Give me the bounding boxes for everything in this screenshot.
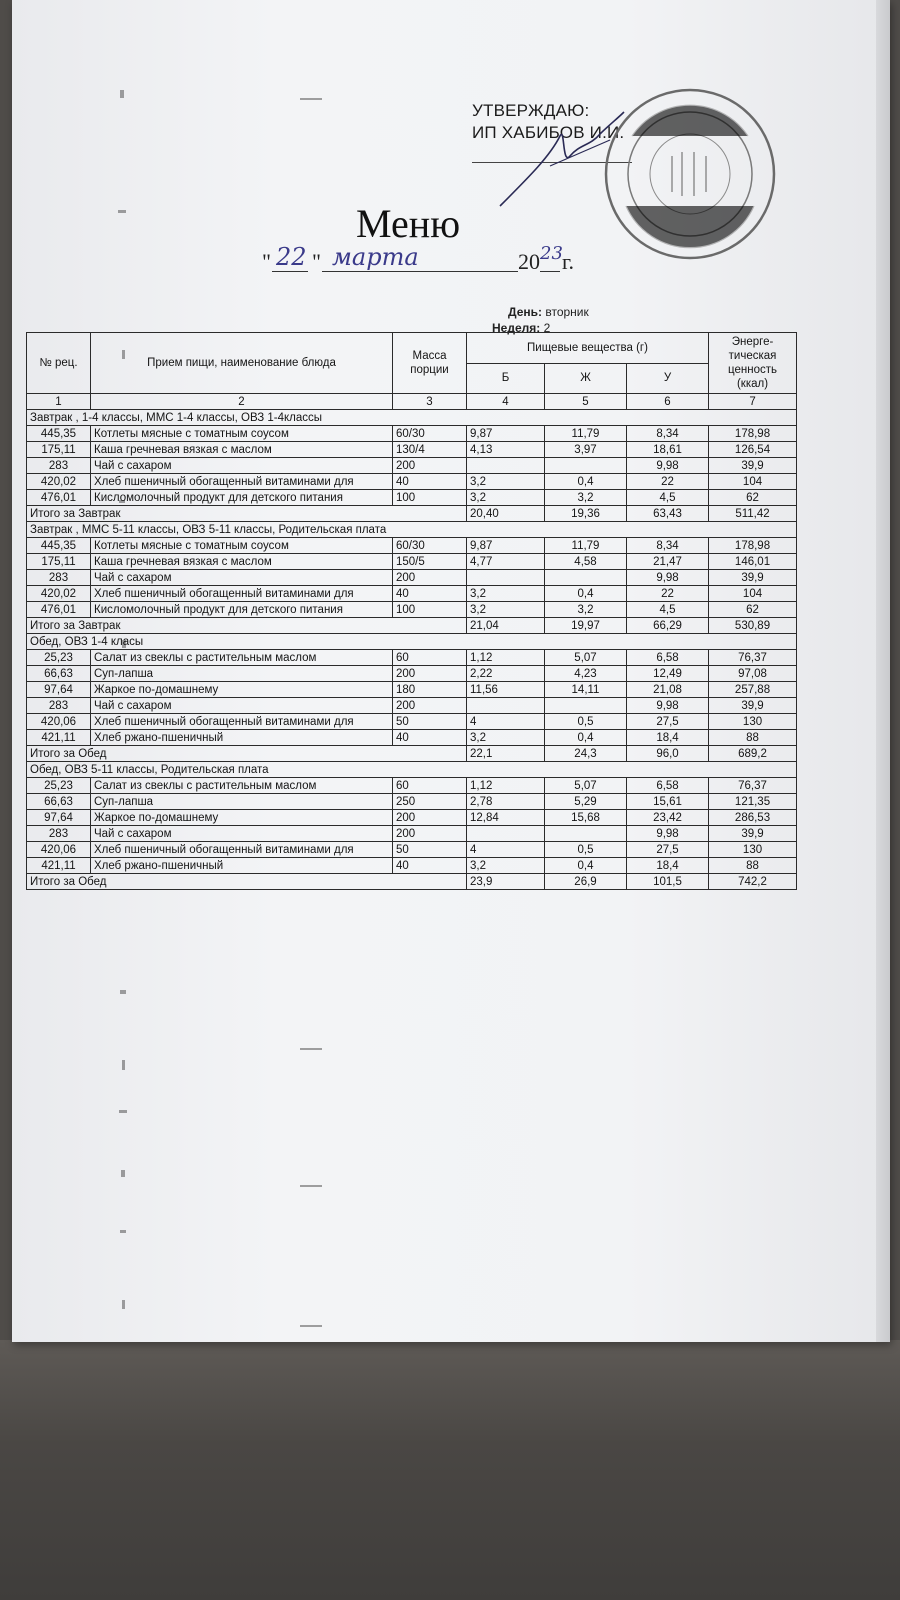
fat-value: 0,4	[545, 586, 627, 602]
dish-name: Хлеб пшеничный обогащенный витаминами для	[91, 474, 393, 490]
table-row	[27, 858, 797, 874]
protein-value: 3,2	[467, 730, 545, 746]
fat-value: 0,4	[545, 730, 627, 746]
protein-value: 4,13	[467, 442, 545, 458]
total-carb: 66,29	[627, 618, 709, 634]
portion-mass: 60/30	[393, 538, 467, 554]
protein-value: 9,87	[467, 426, 545, 442]
protein-value	[467, 570, 545, 586]
table-row	[27, 682, 797, 698]
recipe-number: 25,23	[27, 778, 91, 794]
total-fat: 26,9	[545, 874, 627, 890]
carb-value: 18,4	[627, 730, 709, 746]
protein-value: 3,2	[467, 490, 545, 506]
table-row	[27, 538, 797, 554]
carb-value: 27,5	[627, 714, 709, 730]
section-header-row	[27, 522, 797, 538]
carb-value: 8,34	[627, 426, 709, 442]
recipe-number: 283	[27, 458, 91, 474]
portion-mass: 50	[393, 842, 467, 858]
energy-value: 76,37	[709, 778, 797, 794]
carb-value: 9,98	[627, 570, 709, 586]
fat-value: 4,23	[545, 666, 627, 682]
table-row	[27, 458, 797, 474]
section-title: Завтрак , 1-4 классы, ММС 1-4 классы, ОВЗ 1-4классы	[27, 410, 797, 426]
energy-value: 88	[709, 730, 797, 746]
energy-value: 62	[709, 490, 797, 506]
total-energy: 511,42	[709, 506, 797, 522]
header-meal: Прием пищи, наименование блюда	[91, 333, 393, 394]
protein-value: 3,2	[467, 602, 545, 618]
recipe-number: 420,06	[27, 842, 91, 858]
total-label: Итого за Обед	[27, 874, 467, 890]
portion-mass: 40	[393, 858, 467, 874]
header-b: Б	[467, 363, 545, 394]
recipe-number: 421,11	[27, 730, 91, 746]
recipe-number: 66,63	[27, 666, 91, 682]
dish-name: Салат из свеклы с растительным маслом	[91, 650, 393, 666]
protein-value: 4,77	[467, 554, 545, 570]
dish-name: Суп-лапша	[91, 794, 393, 810]
energy-value: 104	[709, 586, 797, 602]
carb-value: 8,34	[627, 538, 709, 554]
carb-value: 12,49	[627, 666, 709, 682]
portion-mass: 200	[393, 810, 467, 826]
total-protein: 23,9	[467, 874, 545, 890]
dish-name: Котлеты мясные с томатным соусом	[91, 426, 393, 442]
table-row	[27, 698, 797, 714]
floor-background	[0, 1340, 900, 1600]
table-row	[27, 826, 797, 842]
total-fat: 24,3	[545, 746, 627, 762]
portion-mass: 200	[393, 458, 467, 474]
carb-value: 9,98	[627, 698, 709, 714]
header-zh: Ж	[545, 363, 627, 394]
energy-value: 257,88	[709, 682, 797, 698]
section-title: Завтрак , ММС 5-11 классы, ОВЗ 5-11 классы, Родительская плата	[27, 522, 797, 538]
dish-name: Жаркое по-домашнему	[91, 810, 393, 826]
table-row	[27, 554, 797, 570]
total-energy: 689,2	[709, 746, 797, 762]
fat-value: 0,5	[545, 714, 627, 730]
total-fat: 19,36	[545, 506, 627, 522]
total-carb: 101,5	[627, 874, 709, 890]
header-rec: № рец.	[27, 333, 91, 394]
dish-name: Каша гречневая вязкая с маслом	[91, 554, 393, 570]
dish-name: Кисломолочный продукт для детского питания	[91, 490, 393, 506]
protein-value: 4	[467, 842, 545, 858]
date-year-underline	[540, 271, 560, 272]
recipe-number: 97,64	[27, 682, 91, 698]
portion-mass: 200	[393, 570, 467, 586]
recipe-number: 476,01	[27, 490, 91, 506]
energy-value: 146,01	[709, 554, 797, 570]
protein-value: 2,78	[467, 794, 545, 810]
recipe-number: 420,02	[27, 586, 91, 602]
total-row	[27, 506, 797, 522]
table-row	[27, 650, 797, 666]
dish-name: Чай с сахаром	[91, 458, 393, 474]
recipe-number: 175,11	[27, 554, 91, 570]
carb-value: 4,5	[627, 602, 709, 618]
menu-table	[26, 332, 797, 890]
fat-value: 11,79	[545, 426, 627, 442]
energy-value: 178,98	[709, 538, 797, 554]
recipe-number: 421,11	[27, 858, 91, 874]
energy-value: 76,37	[709, 650, 797, 666]
col-number: 4	[467, 394, 545, 410]
portion-mass: 40	[393, 586, 467, 602]
total-label: Итого за Обед	[27, 746, 467, 762]
protein-value: 2,22	[467, 666, 545, 682]
dish-name: Чай с сахаром	[91, 826, 393, 842]
total-fat: 19,97	[545, 618, 627, 634]
energy-value: 121,35	[709, 794, 797, 810]
fat-value: 3,2	[545, 602, 627, 618]
fat-value	[545, 458, 627, 474]
dish-name: Салат из свеклы с растительным маслом	[91, 778, 393, 794]
carb-value: 4,5	[627, 490, 709, 506]
energy-value: 39,9	[709, 570, 797, 586]
protein-value: 4	[467, 714, 545, 730]
total-energy: 530,89	[709, 618, 797, 634]
header-mass: Масса порции	[393, 333, 467, 394]
date-year-prefix: 20	[518, 249, 540, 274]
column-number-row	[27, 394, 797, 410]
header-energy: Энерге-тическая ценность (ккал)	[709, 333, 797, 394]
col-number: 6	[627, 394, 709, 410]
menu-body	[27, 410, 797, 890]
energy-value: 39,9	[709, 826, 797, 842]
recipe-number: 283	[27, 698, 91, 714]
carb-value: 23,42	[627, 810, 709, 826]
total-row	[27, 618, 797, 634]
recipe-number: 445,35	[27, 538, 91, 554]
carb-value: 6,58	[627, 650, 709, 666]
portion-mass: 50	[393, 714, 467, 730]
table-row	[27, 602, 797, 618]
total-row	[27, 746, 797, 762]
table-row	[27, 490, 797, 506]
fat-value: 11,79	[545, 538, 627, 554]
col-number: 1	[27, 394, 91, 410]
protein-value	[467, 698, 545, 714]
portion-mass: 200	[393, 826, 467, 842]
total-label: Итого за Завтрак	[27, 506, 467, 522]
fat-value: 3,2	[545, 490, 627, 506]
energy-value: 126,54	[709, 442, 797, 458]
fat-value: 3,97	[545, 442, 627, 458]
date-day: 22	[276, 243, 307, 271]
dish-name: Хлеб пшеничный обогащенный витаминами для	[91, 586, 393, 602]
fat-value: 0,5	[545, 842, 627, 858]
energy-value: 39,9	[709, 458, 797, 474]
table-row	[27, 810, 797, 826]
table-row	[27, 730, 797, 746]
portion-mass: 130/4	[393, 442, 467, 458]
energy-value: 88	[709, 858, 797, 874]
energy-value: 62	[709, 602, 797, 618]
section-title: Обед, ОВЗ 1-4 класы	[27, 634, 797, 650]
fat-value: 4,58	[545, 554, 627, 570]
section-header-row	[27, 634, 797, 650]
protein-value: 12,84	[467, 810, 545, 826]
paper-edge	[876, 0, 890, 1342]
portion-mass: 100	[393, 490, 467, 506]
carb-value: 21,47	[627, 554, 709, 570]
day-value: вторник	[545, 305, 589, 319]
portion-mass: 40	[393, 730, 467, 746]
fat-value: 5,07	[545, 778, 627, 794]
portion-mass: 250	[393, 794, 467, 810]
table-row	[27, 474, 797, 490]
protein-value: 3,2	[467, 586, 545, 602]
fat-value	[545, 826, 627, 842]
carb-value: 9,98	[627, 458, 709, 474]
col-number: 7	[709, 394, 797, 410]
recipe-number: 420,02	[27, 474, 91, 490]
date-day-underline	[272, 271, 308, 272]
col-number: 2	[91, 394, 393, 410]
table-row	[27, 778, 797, 794]
section-title: Обед, ОВЗ 5-11 классы, Родительская плата	[27, 762, 797, 778]
recipe-number: 476,01	[27, 602, 91, 618]
fat-value: 0,4	[545, 474, 627, 490]
recipe-number: 283	[27, 570, 91, 586]
carb-value: 27,5	[627, 842, 709, 858]
protein-value: 3,2	[467, 474, 545, 490]
section-header-row	[27, 762, 797, 778]
date-open-quote: "	[262, 249, 271, 274]
recipe-number: 97,64	[27, 810, 91, 826]
page-title: Меню	[356, 201, 461, 246]
week-label: Неделя:	[492, 321, 541, 335]
table-row	[27, 794, 797, 810]
date-month-underline	[322, 271, 518, 272]
portion-mass: 60	[393, 778, 467, 794]
energy-value: 130	[709, 842, 797, 858]
dish-name: Кисломолочный продукт для детского питания	[91, 602, 393, 618]
protein-value: 1,12	[467, 650, 545, 666]
recipe-number: 283	[27, 826, 91, 842]
dish-name: Хлеб ржано-пшеничный	[91, 730, 393, 746]
day-label: День:	[508, 305, 542, 319]
carb-value: 6,58	[627, 778, 709, 794]
protein-value: 11,56	[467, 682, 545, 698]
recipe-number: 445,35	[27, 426, 91, 442]
total-protein: 20,40	[467, 506, 545, 522]
portion-mass: 60/30	[393, 426, 467, 442]
dish-name: Чай с сахаром	[91, 698, 393, 714]
protein-value	[467, 458, 545, 474]
header-u: У	[627, 363, 709, 394]
protein-value	[467, 826, 545, 842]
table-row	[27, 426, 797, 442]
fat-value	[545, 698, 627, 714]
dish-name: Чай с сахаром	[91, 570, 393, 586]
table-row	[27, 442, 797, 458]
energy-value: 130	[709, 714, 797, 730]
table-row	[27, 666, 797, 682]
col-number: 5	[545, 394, 627, 410]
date-close-quote: "	[312, 249, 321, 274]
carb-value: 18,4	[627, 858, 709, 874]
portion-mass: 40	[393, 474, 467, 490]
portion-mass: 200	[393, 698, 467, 714]
fat-value: 15,68	[545, 810, 627, 826]
carb-value: 21,08	[627, 682, 709, 698]
total-carb: 96,0	[627, 746, 709, 762]
table-row	[27, 842, 797, 858]
energy-value: 39,9	[709, 698, 797, 714]
portion-mass: 60	[393, 650, 467, 666]
table-row	[27, 714, 797, 730]
recipe-number: 420,06	[27, 714, 91, 730]
portion-mass: 150/5	[393, 554, 467, 570]
energy-value: 178,98	[709, 426, 797, 442]
section-header-row	[27, 410, 797, 426]
fat-value: 5,29	[545, 794, 627, 810]
dish-name: Хлеб пшеничный обогащенный витаминами для	[91, 714, 393, 730]
carb-value: 18,61	[627, 442, 709, 458]
dish-name: Хлеб пшеничный обогащенный витаминами для	[91, 842, 393, 858]
recipe-number: 66,63	[27, 794, 91, 810]
fat-value: 14,11	[545, 682, 627, 698]
energy-value: 104	[709, 474, 797, 490]
carb-value: 22	[627, 474, 709, 490]
dish-name: Котлеты мясные с томатным соусом	[91, 538, 393, 554]
total-protein: 22,1	[467, 746, 545, 762]
protein-value: 9,87	[467, 538, 545, 554]
total-energy: 742,2	[709, 874, 797, 890]
portion-mass: 180	[393, 682, 467, 698]
dish-name: Суп-лапша	[91, 666, 393, 682]
date-line	[262, 243, 582, 283]
total-label: Итого за Завтрак	[27, 618, 467, 634]
seal-stamp	[602, 86, 778, 262]
approval-heading: УТВЕРЖДАЮ:	[472, 101, 590, 120]
dish-name: Хлеб ржано-пшеничный	[91, 858, 393, 874]
total-row	[27, 874, 797, 890]
fat-value: 0,4	[545, 858, 627, 874]
recipe-number: 175,11	[27, 442, 91, 458]
carb-value: 15,61	[627, 794, 709, 810]
protein-value: 3,2	[467, 858, 545, 874]
energy-value: 97,08	[709, 666, 797, 682]
portion-mass: 200	[393, 666, 467, 682]
date-year-suffix: 23	[540, 243, 563, 264]
date-month: марта	[332, 243, 419, 271]
carb-value: 9,98	[627, 826, 709, 842]
date-year-end: г.	[562, 249, 575, 274]
week-value: 2	[543, 321, 551, 335]
approval-signer: ИП ХАБИБОВ И.И.	[472, 123, 625, 142]
dish-name: Жаркое по-домашнему	[91, 682, 393, 698]
protein-value: 1,12	[467, 778, 545, 794]
fat-value	[545, 570, 627, 586]
recipe-number: 25,23	[27, 650, 91, 666]
header-nutrients: Пищевые вещества (г)	[467, 333, 709, 364]
portion-mass: 100	[393, 602, 467, 618]
col-number: 3	[393, 394, 467, 410]
table-row	[27, 586, 797, 602]
carb-value: 22	[627, 586, 709, 602]
total-protein: 21,04	[467, 618, 545, 634]
dish-name: Каша гречневая вязкая с маслом	[91, 442, 393, 458]
fat-value: 5,07	[545, 650, 627, 666]
total-carb: 63,43	[627, 506, 709, 522]
energy-value: 286,53	[709, 810, 797, 826]
table-row	[27, 570, 797, 586]
